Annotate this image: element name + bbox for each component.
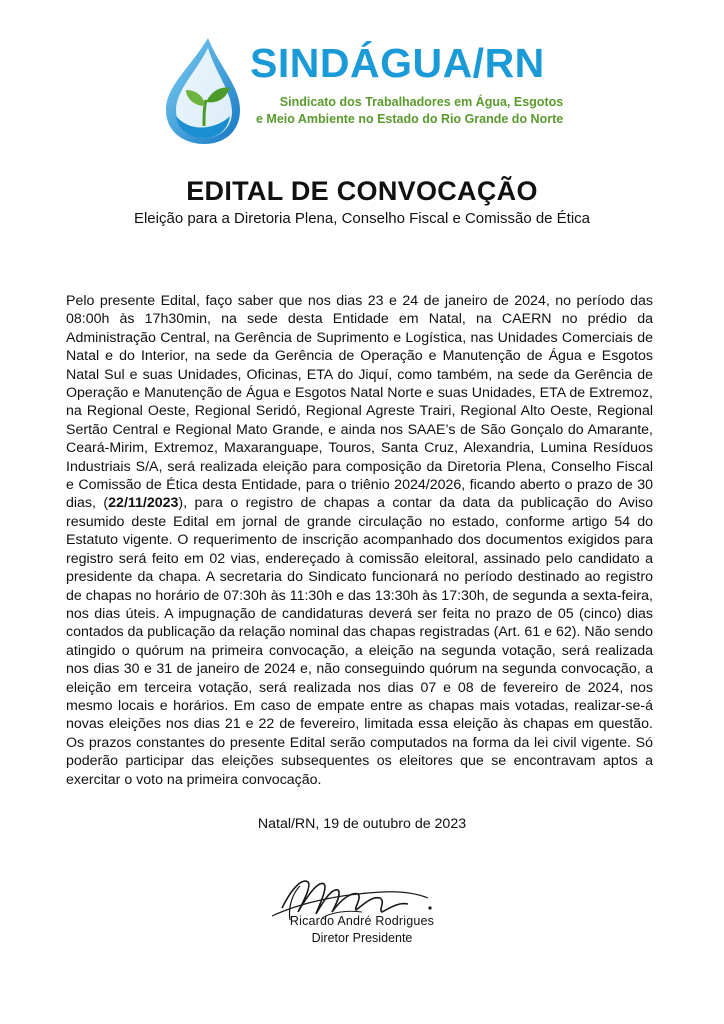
place-and-date: Natal/RN, 19 de outubro de 2023 (257, 816, 467, 832)
organization-subtitle (256, 94, 563, 128)
document-title: EDITAL DE CONVOCAÇÃO (186, 176, 538, 206)
body-text-part-2: ), para o registro de chapas a contar da data da publicação do Aviso resumido deste Edital em jornal de grande circulação no estado, conforme artigo 54 do Estatuto vigente. O requerimento de inscrição acompanhado dos documentos exigidos para registro será feito em 02 vias, endereçado à comissão eleitoral, assinado pelo candidato a presidente da chapa. A secretaria do Sindicato funcionará no período destinado ao registro de chapas no horário de 07:30h às 11:30h e das 13:30h às 17:30h, de segunda a sexta-feira, nos dias úteis. A impugnação de candidaturas deverá ser feita no prazo de 05 (cinco) dias contados da publicação da relação nominal das chapas registradas (Art. 61 e 62). Não sendo atingido o quórum na primeira convocação, a eleição na segunda votação, será realizada nos dias 30 e 31 de janeiro de 2024 e, não conseguindo quórum na segunda convocação, a eleição em terceira votação, será realizada nos dias 07 e 08 de fevereiro de 2024, nos mesmo locais e horários. Em caso de empate entre as chapas mais votadas, realizar-se-á novas eleições nos dias 21 e 22 de fevereiro, limitada essa eleição às chapas em questão. Os prazos constantes do presente Edital serão computados na forma da lei civil vigente. Só poderão participar das eleições subsequentes os eleitores que se encontravam aptos a exercitar o voto na primeira convocação. (66, 495, 654, 788)
signatory-name: Ricardo André Rodrigues (289, 914, 435, 928)
water-drop-with-sprout-icon (160, 34, 244, 146)
signatory-role: Diretor Presidente (311, 931, 413, 945)
organization-name: SINDÁGUA/RN (250, 40, 545, 86)
organization-subtitle-line-2: e Meio Ambiente no Estado do Rio Grande do Norte (256, 112, 564, 126)
organization-subtitle-line-1: Sindicato dos Trabalhadores em Água, Esgotos (279, 95, 564, 109)
body-text-part-1: Pelo presente Edital, faço saber que nos dias 23 e 24 de janeiro de 2024, no período das 08:00h às 17h30min, na sede desta Entidade em Natal, na CAERN no prédio da Administração Central, na Gerência de Suprimento e Logística, nas Unidades Comerciais de Natal e do Interior, na sede da Gerência de Operação e Manutenção de Água e Esgotos Natal Sul e suas Unidades, Oficinas, ETA do Jiquí, como também, na sede da Gerência de Operação e Manutenção de Água e Esgotos Natal Norte e suas Unidades, ETA de Extremoz, na Regional Oeste, Regional Seridó, Regional Agreste Trairi, Regional Alto Oeste, Regional Sertão Central e Regional Mato Grande, e ainda nos SAAE’s de São Gonçalo do Amarante, Ceará-Mirim, Extremoz, Maxaranguape, Touros, Santa Cruz, Alexandria, Lumina Resíduos Industriais S/A, será realizada eleição para composição da Diretoria Plena, Conselho Fiscal e Comissão de Ética desta Entidade, para o triênio 2024/2026, ficando aberto o prazo de 30 dias, ( (66, 293, 653, 512)
edital-body (66, 292, 653, 789)
document-subtitle: Eleição para a Diretoria Plena, Conselho Fiscal e Comissão de Ética (133, 210, 591, 227)
registration-deadline-date: 22/11/2023 (108, 495, 179, 512)
